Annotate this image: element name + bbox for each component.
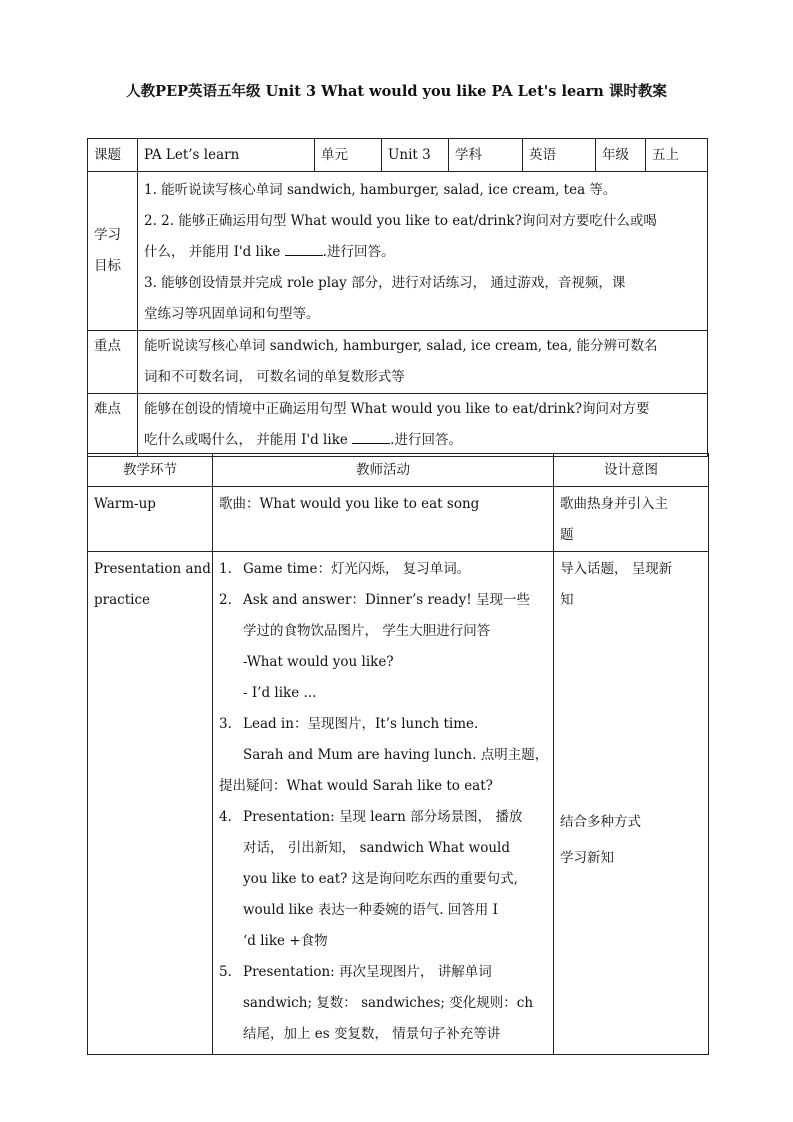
presentation-row <box>88 552 709 1055</box>
goal-line: 1. 能听说读写核心单词 sandwich, hamburger, salad, ice cream, tea 等。 <box>144 182 617 198</box>
goals-label-1: 学习 <box>94 227 121 243</box>
goal-line: 什么， 并能用 I'd like .进行回答。 <box>144 244 395 260</box>
presentation-intent <box>554 552 709 1055</box>
answer-blank <box>285 243 323 256</box>
key-points-content <box>138 331 708 394</box>
activity-item: 2. Ask and answer：Dinner’s ready! 呈现一些 学过的食物饮品图片， 学生大胆进行问答 -What would you like? - I’d like ... <box>219 592 530 701</box>
activity-item: 4. Presentation: 呈现 learn 部分场景图， 播放 对话， 引出新知， sandwich What would you like to eat? 这是询问吃东西的重要句式, would like 表达一种委婉的语气. 回答用 I ‘d like +食物 <box>219 809 523 949</box>
unit-value: Unit 3 <box>382 139 449 172</box>
warmup-stage: Warm-up <box>88 487 213 552</box>
info-header-row <box>88 139 708 172</box>
process-header-row <box>88 454 709 487</box>
warmup-intent: 歌曲热身并引入主 题 <box>554 487 709 552</box>
topic-label: 课题 <box>88 139 138 172</box>
goals-content <box>138 172 708 331</box>
goal-line: 2. 2. 能够正确运用句型 What would you like to eat/drink?询问对方要吃什么或喝 <box>144 213 657 229</box>
presentation-stage: Presentation and practice <box>88 552 213 1055</box>
goals-label-cell <box>88 172 138 331</box>
key-points-label: 重点 <box>88 331 138 394</box>
key-point-line: 能听说读写核心单词 sandwich, hamburger, salad, ice cream, tea, 能分辨可数名 <box>144 338 658 354</box>
unit-label: 单元 <box>315 139 382 172</box>
presentation-activity <box>213 552 554 1055</box>
subject-value: 英语 <box>523 139 596 172</box>
difficulty-label: 难点 <box>88 394 138 457</box>
document-title: 人教PEP英语五年级 Unit 3 What would you like PA Let's learn 课时教案 <box>126 83 667 100</box>
intent-line: 导入话题， 呈现新 <box>560 561 673 577</box>
process-table <box>87 453 709 1055</box>
difficulty-content <box>138 394 708 457</box>
activity-item: 5. Presentation: 再次呈现图片， 讲解单词 sandwich; 复数： sandwiches; 变化规则：ch 结尾，加上 es 变复数， 情景句子补充等讲 <box>219 964 534 1042</box>
intent-line: 结合多种方式 <box>560 814 641 830</box>
goals-row <box>88 172 708 331</box>
difficulty-line: 吃什么或喝什么， 并能用 I'd like .进行回答。 <box>144 432 462 448</box>
info-table <box>87 138 708 457</box>
stage-header: 教学环节 <box>88 454 213 487</box>
goal-line: 3. 能够创设情景并完成 role play 部分，进行对话练习， 通过游戏，音视频，课 <box>144 275 626 291</box>
warmup-row <box>88 487 709 552</box>
difficulty-row <box>88 394 708 457</box>
grade-value: 五上 <box>646 139 708 172</box>
activity-header: 教师活动 <box>213 454 554 487</box>
intent-line: 知 <box>560 592 574 608</box>
subject-label: 学科 <box>449 139 523 172</box>
key-point-line: 词和不可数名词， 可数名词的单复数形式等 <box>144 369 405 385</box>
intent-header: 设计意图 <box>554 454 709 487</box>
goal-line: 堂练习等巩固单词和句型等。 <box>144 306 320 322</box>
topic-value: PA Let’s learn <box>138 139 315 172</box>
activity-continuation: 提出疑问：What would Sarah like to eat? <box>219 778 493 794</box>
activity-item: 3. Lead in：呈现图片，It’s lunch time. Sarah and Mum are having lunch. 点明主题， <box>219 716 549 763</box>
grade-label: 年级 <box>596 139 646 172</box>
key-points-row <box>88 331 708 394</box>
activity-item: 1. Game time：灯光闪烁， 复习单词。 <box>219 561 471 577</box>
goals-label-2: 目标 <box>94 258 121 274</box>
intent-line: 学习新知 <box>560 850 614 866</box>
warmup-activity: 歌曲：What would you like to eat song <box>213 487 554 552</box>
answer-blank <box>352 431 390 444</box>
difficulty-line: 能够在创设的情境中正确运用句型 What would you like to eat/drink?询问对方要 <box>144 401 650 417</box>
